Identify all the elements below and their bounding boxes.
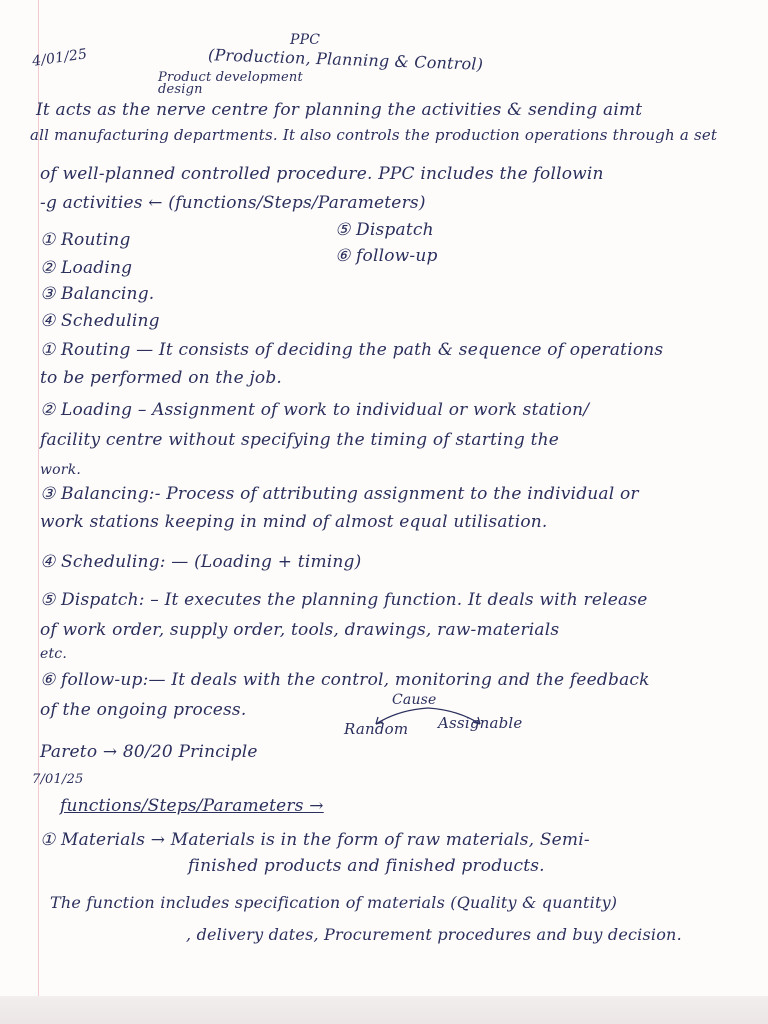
materials-line-1: ① Materials → Materials is in the form of raw materials, Semi- (40, 830, 590, 850)
def-dispatch-end: etc. (40, 646, 68, 662)
activity-routing: ① Routing (40, 230, 131, 250)
page-date: 4/01/25 (31, 46, 89, 70)
materials-line-2: finished products and finished products. (188, 856, 545, 876)
def-dispatch: ⑤ Dispatch: – It executes the planning function. It deals with release (40, 590, 648, 610)
activity-loading: ② Loading (40, 258, 133, 278)
def-dispatch-cont: of work order, supply order, tools, drawings, raw-materials (40, 620, 560, 640)
intro-line-1: It acts as the nerve centre for planning the activities & sending aimt (36, 100, 643, 120)
activity-follow-up: ⑥ follow-up (335, 246, 438, 266)
def-routing: ① Routing — It consists of deciding the path & sequence of operations (40, 340, 664, 360)
section2-date: 7/01/25 (32, 772, 84, 787)
materials-line-3: The function includes specification of materials (Quality & quantity) (50, 893, 618, 912)
activity-scheduling: ④ Scheduling (40, 311, 160, 331)
materials-line-4: , delivery dates, Procurement procedures and buy decision. (186, 925, 682, 944)
margin-line (38, 0, 39, 1024)
def-loading: ② Loading – Assignment of work to individual or work station/ (40, 400, 590, 420)
cause-assignable: Assignable (438, 714, 523, 732)
def-balancing: ③ Balancing:- Process of attributing assignment to the individual or (40, 484, 639, 504)
intro-line-3: of well-planned controlled procedure. PPC includes the followin (40, 164, 604, 184)
def-balancing-cont: work stations keeping in mind of almost equal utilisation. (40, 512, 548, 532)
def-scheduling: ④ Scheduling: — (Loading + timing) (40, 552, 362, 572)
cause-random: Random (344, 720, 409, 738)
intro-line-4: -g activities ← (functions/Steps/Parameters) (40, 193, 426, 213)
intro-line-2: all manufacturing departments. It also controls the production operations through a set (30, 126, 718, 144)
def-routing-cont: to be performed on the job. (40, 368, 283, 388)
section2-heading: functions/Steps/Parameters → (60, 796, 324, 816)
page-title: PPC (290, 32, 321, 48)
page-bottom-edge (0, 996, 768, 1024)
def-follow-up: ⑥ follow-up:— It deals with the control, monitoring and the feedback (40, 670, 650, 690)
def-loading-end: work. (40, 462, 82, 478)
activity-dispatch: ⑤ Dispatch (335, 220, 434, 240)
margin-note: Product development design (158, 70, 303, 97)
page-subtitle: (Production, Planning & Control) (207, 45, 484, 74)
activity-balancing: ③ Balancing. (40, 284, 155, 304)
def-follow-up-cont: of the ongoing process. (40, 700, 247, 720)
pareto-note: Pareto → 80/20 Principle (40, 742, 258, 762)
cause-label: Cause (392, 692, 437, 708)
def-loading-cont: facility centre without specifying the timing of starting the (40, 430, 560, 450)
